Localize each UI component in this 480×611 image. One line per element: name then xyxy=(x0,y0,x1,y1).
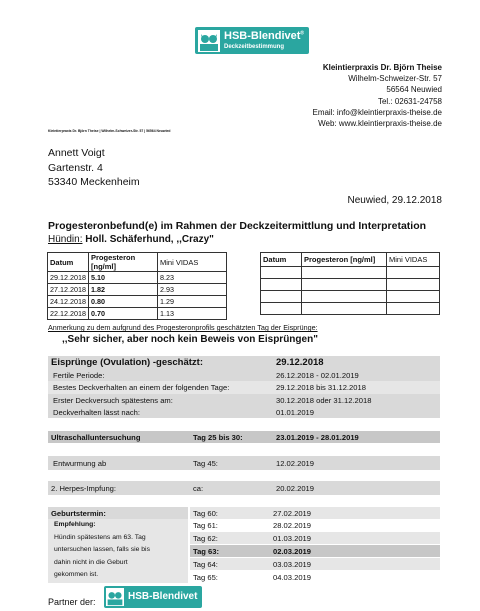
mating-decline-label: Deckverhalten lässt nach: xyxy=(53,407,140,417)
dog-logo-icon xyxy=(106,588,124,606)
footer-brand-logo xyxy=(104,586,202,608)
logo-reg: ® xyxy=(300,30,305,37)
ovulation-row xyxy=(48,356,440,369)
col-date-header: Datum xyxy=(261,253,302,267)
best-mating-label: Bestes Deckverhalten an einem der folgenden Tage: xyxy=(53,383,230,392)
cell-date: 22.12.2018 xyxy=(48,308,89,320)
herpes-label: 2. Herpes-Impfung: xyxy=(51,484,116,493)
recommendation-line: untersuchen lassen, falls sie bis xyxy=(54,546,150,554)
birth-day: Tag 64: xyxy=(193,559,218,569)
cell-vidas: 8.23 xyxy=(157,272,226,284)
birth-day: Tag 60: xyxy=(193,508,218,518)
table-row xyxy=(261,267,440,279)
birth-day: Tag 62: xyxy=(193,533,218,543)
deworming-days: Tag 45: xyxy=(193,459,218,468)
dog-logo-icon xyxy=(198,30,220,52)
ultrasound-label: Ultraschalluntersuchung xyxy=(51,432,141,442)
birth-day: Tag 61: xyxy=(193,520,218,530)
ultrasound-days: Tag 25 bis 30: xyxy=(193,432,243,442)
fertile-value: 26.12.2018 - 02.01.2019 xyxy=(276,370,359,380)
herpes-row xyxy=(48,481,440,495)
table-row xyxy=(48,272,227,284)
sender-block xyxy=(312,62,442,129)
progesterone-table-empty xyxy=(260,252,440,315)
birth-date: 01.03.2019 xyxy=(273,533,312,543)
interpretation-note: Anmerkung zu dem aufgrund des Progesteronprofils geschätzten Tag der Eisprünge: xyxy=(48,323,318,332)
sender-web: Web: www.kleintierpraxis-theise.de xyxy=(318,119,442,129)
birth-day-row xyxy=(190,519,440,531)
birth-day: Tag 63: xyxy=(193,546,220,556)
cell-prog: 0.80 xyxy=(88,296,157,308)
recommendation-line: Hündin spätestens am 63. Tag xyxy=(54,533,146,541)
table-row xyxy=(48,296,227,308)
table-row xyxy=(261,291,440,303)
cell-prog: 0.70 xyxy=(88,308,157,320)
sender-email: Email: info@kleintierpraxis-theise.de xyxy=(312,107,442,117)
cell-vidas: 1.13 xyxy=(157,308,226,320)
table-row xyxy=(261,303,440,315)
birth-date: 28.02.2019 xyxy=(273,520,312,530)
cell-date: 27.12.2018 xyxy=(48,284,89,296)
mating-decline-row xyxy=(48,406,440,418)
recommendation-line: dahin nicht in die Geburt xyxy=(54,558,128,566)
dog-line xyxy=(48,234,214,245)
cell-vidas: 1.29 xyxy=(157,296,226,308)
ovulation-label: Eisprünge (Ovulation) -geschätzt: xyxy=(51,357,204,368)
col-date-header: Datum xyxy=(48,253,89,272)
table-row xyxy=(48,284,227,296)
brand-logo xyxy=(195,27,309,54)
partner-label: Partner der: xyxy=(48,597,96,607)
sender-name: Kleintierpraxis Dr. Björn Theise xyxy=(322,63,442,72)
deworming-row xyxy=(48,456,440,470)
recipient-address xyxy=(48,146,140,190)
birth-day-row xyxy=(190,571,440,583)
recipient-street: Gartenstr. 4 xyxy=(48,161,103,174)
col-prog-header: Progesteron [ng/ml] xyxy=(302,253,387,267)
cell-vidas: 2.93 xyxy=(157,284,226,296)
recommendation-line: gekommen ist. xyxy=(54,571,99,579)
birth-label: Geburtstermin: xyxy=(51,508,106,518)
progesterone-table xyxy=(47,252,227,320)
herpes-value: 20.02.2019 xyxy=(276,484,315,493)
dog-label: Hündin: xyxy=(48,234,83,245)
logo-subtitle: Deckzeitbestimmung xyxy=(224,44,285,50)
first-attempt-row xyxy=(48,394,440,406)
logo-text: HSB-Blendivet xyxy=(224,30,301,42)
first-attempt-value: 30.12.2018 oder 31.12.2018 xyxy=(276,395,372,405)
recommendation-cell xyxy=(48,519,188,583)
fertile-row xyxy=(48,369,440,381)
first-attempt-label: Erster Deckversuch spätestens am: xyxy=(53,395,173,405)
ultrasound-value: 23.01.2019 - 28.01.2019 xyxy=(276,432,359,442)
birth-date: 04.03.2019 xyxy=(273,572,312,582)
col-prog-header: Progesteron [ng/ml] xyxy=(88,253,157,272)
footer-logo-text: HSB-Blendivet xyxy=(128,591,198,602)
sender-return-line: Kleintierpraxis Dr. Björn Theise | Wilhelm-Schweizer-Str. 57 | 56564 Neuwied xyxy=(48,129,171,133)
birth-day-row xyxy=(190,558,440,570)
fertile-label: Fertile Periode: xyxy=(53,370,105,380)
birth-label-cell xyxy=(48,507,188,519)
sender-street: Wilhelm-Schweizer-Str. 57 xyxy=(348,74,442,84)
col-vidas-header: Mini VIDAS xyxy=(387,253,440,267)
dog-value: Holl. Schäferhund, ,,Crazy" xyxy=(85,234,214,245)
cell-prog: 1.82 xyxy=(88,284,157,296)
sender-tel: Tel.: 02631-24758 xyxy=(377,96,442,106)
letter-date: Neuwied, 29.12.2018 xyxy=(347,195,442,206)
col-vidas-header: Mini VIDAS xyxy=(157,253,226,272)
sender-city: 56564 Neuwied xyxy=(386,85,442,95)
deworming-value: 12.02.2019 xyxy=(276,459,315,468)
ultrasound-row xyxy=(48,431,440,443)
birth-day-row-highlight xyxy=(190,545,440,557)
herpes-days: ca: xyxy=(193,484,204,493)
table-row xyxy=(261,279,440,291)
recommendation-title: Empfehlung: xyxy=(54,521,96,528)
cell-date: 24.12.2018 xyxy=(48,296,89,308)
table-header-row xyxy=(48,253,227,272)
birth-date: 27.02.2019 xyxy=(273,508,312,518)
best-mating-value: 29.12.2018 bis 31.12.2018 xyxy=(276,383,366,392)
birth-day-row xyxy=(190,532,440,544)
birth-day: Tag 65: xyxy=(193,572,218,582)
deworming-label: Entwurmung ab xyxy=(53,459,107,468)
table-row xyxy=(48,308,227,320)
mating-decline-value: 01.01.2019 xyxy=(276,407,315,417)
birth-date: 03.03.2019 xyxy=(273,559,312,569)
best-mating-row xyxy=(48,381,440,394)
cell-date: 29.12.2018 xyxy=(48,272,89,284)
birth-day-row xyxy=(190,507,440,519)
birth-date: 02.03.2019 xyxy=(273,546,312,556)
table-header-row xyxy=(261,253,440,267)
document-title: Progesteronbefund(e) im Rahmen der Deckzeitermittlung und Interpretation xyxy=(48,220,427,232)
recipient-city: 53340 Meckenheim xyxy=(48,176,140,188)
interpretation-quote: ,,Sehr sicher, aber noch kein Beweis von Eisprüngen" xyxy=(62,334,318,345)
cell-prog: 5.10 xyxy=(88,272,157,284)
recipient-name: Annett Voigt xyxy=(48,147,105,159)
ovulation-value: 29.12.2018 xyxy=(276,357,324,368)
